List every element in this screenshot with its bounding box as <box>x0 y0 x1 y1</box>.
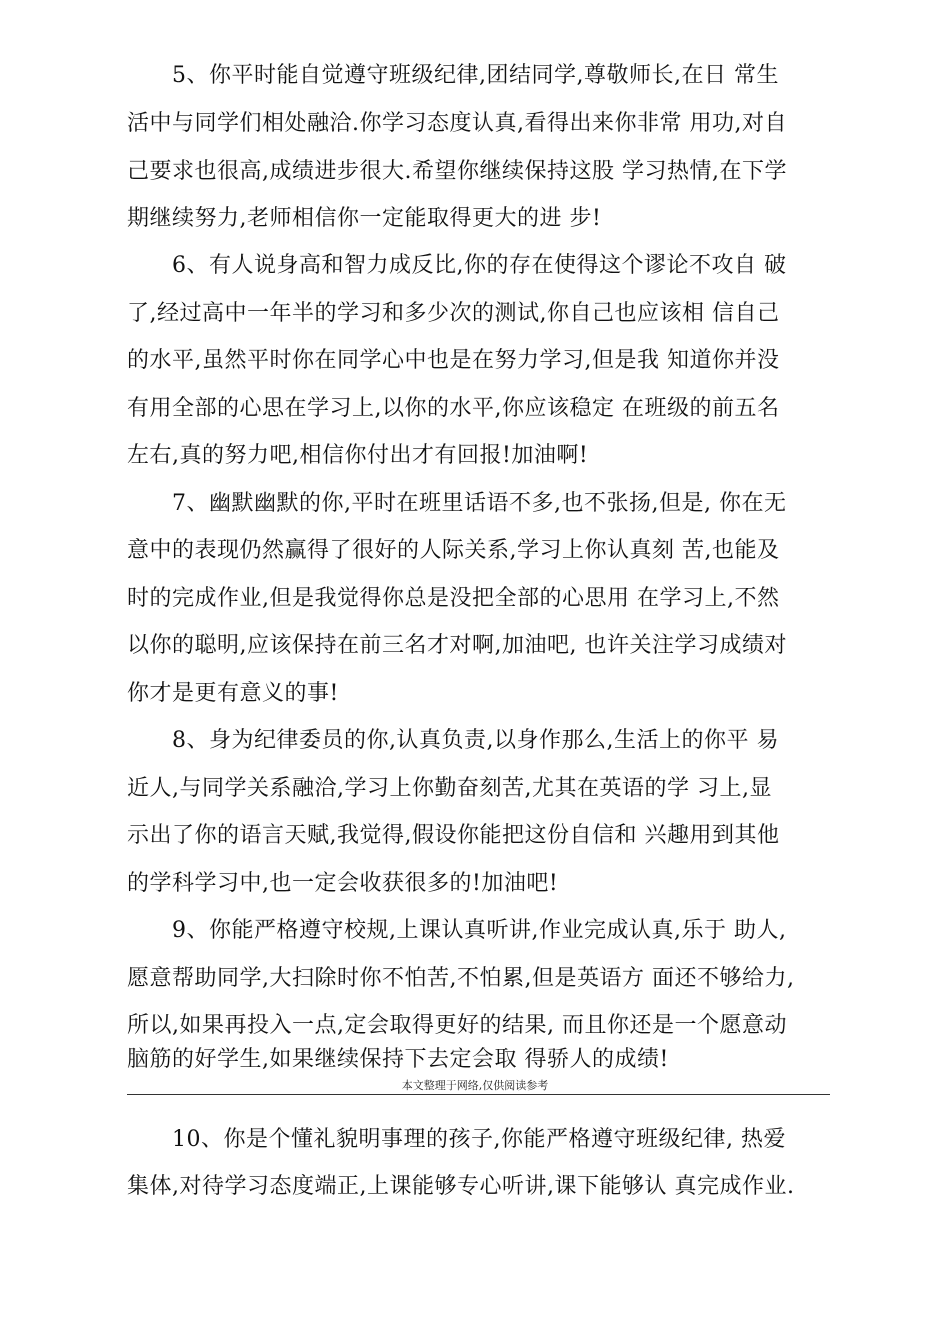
paragraph-7-line-1: 7、幽默幽默的你,平时在班里话语不多,也不张扬,但是, 你在无 <box>172 491 787 516</box>
paragraph-9-line-1: 9、你能严格遵守校规,上课认真听讲,作业完成认真,乐于 助人, <box>172 918 787 943</box>
paragraph-7-line-3: 时的完成作业,但是我觉得你总是没把全部的心思用 在学习上,不然 <box>127 586 780 611</box>
paragraph-7-line-4: 以你的聪明,应该保持在前三名才对啊,加油吧, 也许关注学习成绩对 <box>127 633 787 658</box>
paragraph-10-line-2: 集体,对待学习态度端正,上课能够专心听讲,课下能够认 真完成作业. <box>127 1174 795 1199</box>
paragraph-10-line-1: 10、你是个懂礼貌明事理的孩子,你能严格遵守班级纪律, 热爱 <box>172 1127 786 1152</box>
paragraph-6-line-5: 左右,真的努力吧,相信你付出才有回报!加油啊! <box>127 443 589 468</box>
paragraph-8-line-2: 近人,与同学关系融洽,学习上你勤奋刻苦,尤其在英语的学 习上,显 <box>127 776 772 801</box>
paragraph-5-line-2: 活中与同学们相处融洽.你学习态度认真,看得出来你非常 用功,对自 <box>127 111 787 136</box>
paragraph-5-line-3: 己要求也很高,成绩进步很大.希望你继续保持这股 学习热情,在下学 <box>127 159 787 184</box>
paragraph-9-line-3: 所以,如果再投入一点,定会取得更好的结果, 而且你还是一个愿意动 <box>127 1013 787 1038</box>
paragraph-8-line-3: 示出了你的语言天赋,我觉得,假设你能把这份自信和 兴趣用到其他 <box>127 823 780 848</box>
paragraph-6-line-4: 有用全部的心思在学习上,以你的水平,你应该稳定 在班级的前五名 <box>127 396 780 421</box>
paragraph-5-line-1: 5、你平时能自觉遵守班级纪律,团结同学,尊敬师长,在日 常生 <box>172 63 779 88</box>
paragraph-8-line-4: 的学科学习中,也一定会收获很多的!加油吧! <box>127 871 559 896</box>
paragraph-9-line-2: 愿意帮助同学,大扫除时你不怕苦,不怕累,但是英语方 面还不够给力, <box>127 966 795 991</box>
paragraph-6-line-3: 的水平,虽然平时你在同学心中也是在努力学习,但是我 知道你并没 <box>127 348 780 373</box>
paragraph-6-line-1: 6、有人说身高和智力成反比,你的存在使得这个谬论不攻自 破 <box>172 253 787 278</box>
paragraph-7-line-5: 你才是更有意义的事! <box>127 681 339 706</box>
paragraph-8-line-1: 8、身为纪律委员的你,认真负责,以身作那么,生活上的你平 易 <box>172 728 779 753</box>
paragraph-9-line-4: 脑筋的好学生,如果继续保持下去定会取 得骄人的成绩! <box>127 1047 669 1072</box>
paragraph-7-line-2: 意中的表现仍然赢得了很好的人际关系,学习上你认真刻 苦,也能及 <box>127 538 780 563</box>
footer-divider <box>127 1094 830 1095</box>
paragraph-6-line-2: 了,经过高中一年半的学习和多少次的测试,你自己也应该相 信自己 <box>127 301 780 326</box>
footer-note: 本文整理于网络,仅供阅读参考 <box>401 1079 549 1092</box>
paragraph-5-line-4: 期继续努力,老师相信你一定能取得更大的进 步! <box>127 206 602 231</box>
